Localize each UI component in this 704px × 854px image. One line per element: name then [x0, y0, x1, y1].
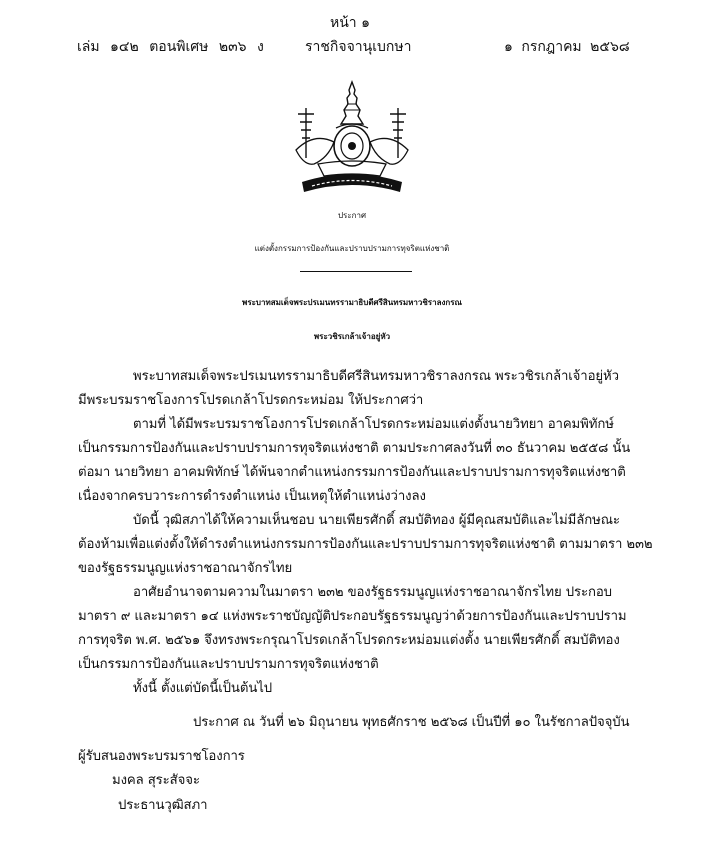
body-line: ต้องห้ามเพื่อแต่งตั้งให้ดำรงตำแหน่งกรรมการป้องกันและปราบปรามการทุจริตแห่งชาติ ตามมาตรา ๒๓๒ [78, 537, 653, 552]
volume-info: เล่ม ๑๔๒ ตอนพิเศษ ๒๓๖ ง [77, 39, 264, 55]
page-number: หน้า ๑ [330, 15, 370, 31]
body-line: ของรัฐธรรมนูญแห่งราชอาณาจักรไทย [78, 561, 293, 576]
body-line: บัดนี้ วุฒิสภาได้ให้ความเห็นชอบ นายเพียรศักดิ์ สมบัติทอง ผู้มีคุณสมบัติและไม่มีลักษณะ [133, 513, 620, 528]
body-line: ทั้งนี้ ตั้งแต่บัดนี้เป็นต้นไป [133, 681, 273, 696]
signatory-name: มงคล สุระสัจจะ [112, 773, 200, 788]
countersign-label: ผู้รับสนองพระบรมราชโองการ [78, 749, 245, 764]
body-line: เนื่องจากครบวาระการดำรงตำแหน่ง เป็นเหตุให้ตำแหน่งว่างลง [78, 489, 426, 504]
body-line: เป็นกรรมการป้องกันและปราบปรามการทุจริตแห่งชาติ ตามประกาศลงวันที่ ๓๐ ธันวาคม ๒๕๕๘ นั้น [78, 441, 631, 456]
announcement-title: ประกาศ [337, 211, 367, 220]
gazette-name: ราชกิจจานุเบกษา [305, 39, 412, 55]
body-line: ต่อมา นายวิทยา อาคมพิทักษ์ ได้พ้นจากตำแหน่งกรรมการป้องกันและปราบปรามการทุจริตแห่งชาติ [78, 465, 626, 480]
signatory-position: ประธานวุฒิสภา [118, 798, 208, 813]
king-name-line-2: พระวชิรเกล้าเจ้าอยู่หัว [313, 331, 391, 341]
body-line: มาตรา ๙ และมาตรา ๑๔ แห่งพระราชบัญญัติประกอบรัฐธรรมนูญว่าด้วยการป้องกันและปราบปราม [78, 609, 627, 624]
body-line: ตามที่ ได้มีพระบรมราชโองการโปรดเกล้าโปรดกระหม่อมแต่งตั้งนายวิทยา อาคมพิทักษ์ [133, 417, 614, 432]
title-divider [300, 271, 412, 272]
body-line: มีพระบรมราชโองการโปรดเกล้าโปรดกระหม่อม ให้ประกาศว่า [78, 393, 424, 408]
body-line: อาศัยอำนาจตามความในมาตรา ๒๓๒ ของรัฐธรรมนูญแห่งราชอาณาจักรไทย ประกอบ [133, 585, 612, 600]
body-line: การทุจริต พ.ศ. ๒๕๖๑ จึงทรงพระกรุณาโปรดเกล้าโปรดกระหม่อมแต่งตั้ง นายเพียรศักดิ์ สมบัติทอง [78, 633, 620, 648]
announcement-subtitle: แต่งตั้งกรรมการป้องกันและปราบปรามการทุจริตแห่งชาติ [254, 244, 450, 253]
body-line: พระบาทสมเด็จพระปรเมนทรรามาธิบดีศรีสินทรมหาวชิราลงกรณ พระวชิรเกล้าเจ้าอยู่หัว [133, 369, 619, 384]
king-name-line-1: พระบาทสมเด็จพระปรเมนทรรามาธิบดีศรีสินทรมหาวชิราลงกรณ [242, 297, 462, 307]
issue-date: ๑ กรกฎาคม ๒๕๖๘ [504, 39, 630, 55]
body-line: เป็นกรรมการป้องกันและปราบปรามการทุจริตแห่งชาติ [78, 657, 379, 672]
dateline: ประกาศ ณ วันที่ ๒๖ มิถุนายน พุทธศักราช ๒๕๖๘ เป็นปีที่ ๑๐ ในรัชกาลปัจจุบัน [193, 715, 630, 730]
garuda-royal-emblem-icon [284, 80, 420, 200]
